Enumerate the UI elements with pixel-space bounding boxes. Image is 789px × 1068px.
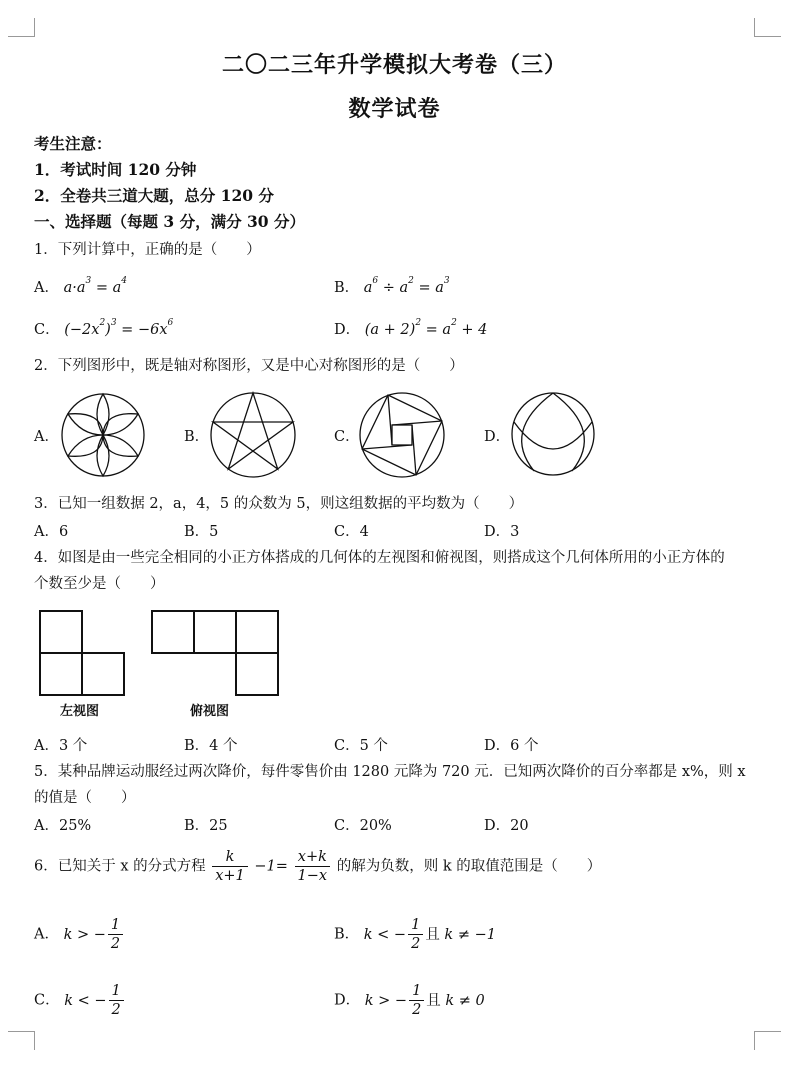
q1-option-a-formula: $a\cdot a^3 = a^4$ (63, 276, 127, 296)
pentagram-circle-figure (209, 391, 297, 479)
q6-stem-suffix: 的解为负数，则 k 的取值范围是（ ） (336, 858, 602, 875)
exam-subtitle: 数学试卷 (348, 96, 441, 122)
q6-stem (34, 848, 601, 885)
q3-stem: 3．已知一组数据 2，a，4，5 的众数为 5，则这组数据的平均数为（ ） (34, 496, 524, 512)
notice-item-2: 2．全卷共三道大题，总分 120 分 (34, 186, 274, 205)
q2-stem: 2．下列图形中，既是轴对称图形，又是中心对称图形的是（ ） (34, 358, 464, 374)
section-heading: 一、选择题（每题 3 分，满分 30 分） (34, 212, 305, 231)
left-view-diagram (38, 609, 130, 699)
q2-option-d-label: D． (484, 429, 511, 445)
left-view-label: 左视图 (60, 704, 100, 719)
q5-option-c: C．20% (334, 818, 392, 834)
q1-option-d-formula: $(a + 2)^2 = a^2 + 4$ (364, 318, 488, 338)
q6-minus-one: −1= (254, 858, 288, 875)
crop-mark-bottom-right (754, 1031, 781, 1050)
q6-option-a-formula: k > − $\frac{1}{2}$ (64, 927, 126, 943)
q4-option-b: B．4 个 (184, 738, 238, 754)
q1-option-a (34, 276, 127, 297)
q2-option-a-label: A． (34, 429, 59, 445)
q6-option-d-label: D． (334, 992, 361, 1009)
q6-option-c (34, 982, 126, 1019)
q2-option-b-label: B． (184, 429, 210, 445)
q6-option-b-formula: k < − $\frac{1}{2}$ 且 k ≠ −1 (363, 917, 496, 952)
q3-option-c: C．4 (334, 524, 369, 540)
q4-option-c: C．5 个 (334, 738, 388, 754)
q1-option-b-formula: $a^6 \div a^2 = a^3$ (363, 276, 450, 296)
q1-option-b-label: B． (334, 280, 360, 296)
q4-option-d: D．6 个 (484, 738, 539, 754)
notice-item-1: 1．考试时间 120 分钟 (34, 160, 197, 179)
top-view-diagram (150, 609, 282, 699)
q6-option-d (334, 982, 485, 1019)
q1-option-d (334, 318, 487, 339)
q5-option-b: B．25 (184, 818, 228, 834)
q1-option-b (334, 276, 450, 297)
q1-option-c (34, 318, 173, 339)
q6-option-b-label: B． (334, 926, 360, 943)
q6-option-d-formula: k > − $\frac{1}{2}$ 且 k ≠ 0 (364, 983, 485, 1018)
crop-mark-top-right (754, 18, 781, 37)
q3-option-a: A．6 (34, 524, 69, 540)
q1-stem: 1．下列计算中，正确的是（ ） (34, 242, 261, 258)
crop-mark-bottom-left (8, 1031, 35, 1050)
q3-option-d: D．3 (484, 524, 520, 540)
q4-stem-line-1: 4．如图是由一些完全相同的小正方体搭成的几何体的左视图和俯视图，则搭成这个几何体所用的小正方体的 (34, 550, 725, 566)
q6-option-a (34, 916, 125, 953)
q5-option-a: A．25% (34, 818, 92, 834)
q4-stem-line-2: 个数至少是（ ） (34, 576, 165, 592)
q2-option-c-label: C． (334, 429, 360, 445)
q6-option-a-label: A． (34, 926, 59, 943)
q1-option-c-formula: $(-2x^2)^3 = -6x^6$ (64, 318, 174, 338)
notice-heading: 考生注意： (34, 134, 112, 153)
q6-option-c-label: C． (34, 992, 60, 1009)
q3-option-b: B．5 (184, 524, 219, 540)
top-view-label: 俯视图 (190, 704, 230, 719)
q5-option-d: D．20 (484, 818, 529, 834)
q1-option-c-label: C． (34, 322, 60, 338)
q5-stem-line-1: 5．某种品牌运动服经过两次降价，每件零售价由 1280 元降为 720 元．已知两次降价的百分率都是 x%，则 x (34, 764, 746, 780)
q5-stem-line-2: 的值是（ ） (34, 790, 136, 806)
q6-stem-prefix: 6．已知关于 x 的分式方程 (34, 858, 206, 875)
q6-option-c-formula: k < − $\frac{1}{2}$ (64, 993, 126, 1009)
q6-fraction-right: $\frac{x+k}{1-x}$ (295, 848, 331, 885)
q1-option-a-label: A． (34, 280, 59, 296)
q6-fraction-left: $\frac{k}{x+1}$ (212, 848, 248, 885)
crop-mark-top-left (8, 18, 35, 37)
q1-option-d-label: D． (334, 322, 361, 338)
exam-title: 二〇二三年升学模拟大考卷（三） (221, 52, 567, 78)
square-pinwheel-figure (358, 391, 446, 479)
flower-circle-figure (60, 392, 146, 478)
q4-option-a: A．3 个 (34, 738, 88, 754)
three-arcs-circle-figure (510, 391, 596, 477)
q6-option-b (334, 916, 496, 953)
